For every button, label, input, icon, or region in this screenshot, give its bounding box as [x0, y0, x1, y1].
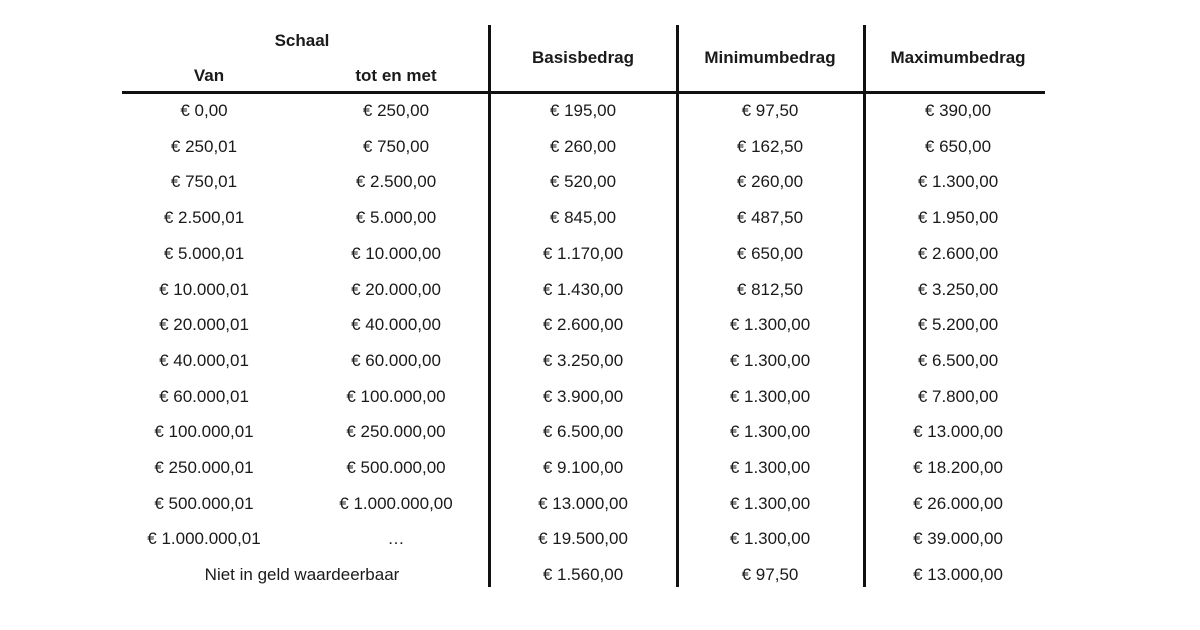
column-divider-1	[488, 25, 491, 587]
cell-basis: € 2.600,00	[542, 315, 624, 334]
cell-tot: € 5.000,00	[355, 208, 437, 227]
header-tot-en-met: tot en met	[355, 66, 437, 85]
cell-basis: € 1.430,00	[542, 280, 624, 299]
header-schaal: Schaal	[274, 31, 330, 50]
cell-tot: € 100.000,00	[346, 387, 446, 406]
cell-tot: € 2.500,00	[355, 172, 437, 191]
cell-tot: …	[387, 529, 405, 548]
cell-tot: € 500.000,00	[346, 458, 446, 477]
cell-min: € 1.300,00	[729, 351, 811, 370]
cell-max: € 3.250,00	[917, 280, 999, 299]
cell-van: € 40.000,01	[159, 351, 249, 370]
cell-basis: € 19.500,00	[538, 529, 628, 548]
cell-min: € 487,50	[736, 208, 804, 227]
cell-basis: € 195,00	[549, 101, 617, 120]
cell-basis: € 3.900,00	[542, 387, 624, 406]
cell-van: € 2.500,01	[163, 208, 245, 227]
header-minimumbedrag: Minimumbedrag	[704, 48, 836, 67]
cell-basis: € 13.000,00	[538, 494, 628, 513]
cell-van: € 60.000,01	[159, 387, 249, 406]
cell-max: € 2.600,00	[917, 244, 999, 263]
last-row-label: Niet in geld waardeerbaar	[204, 565, 400, 584]
header-maximumbedrag: Maximumbedrag	[890, 48, 1026, 67]
cell-van: € 1.000.000,01	[147, 529, 261, 548]
cell-basis: € 3.250,00	[542, 351, 624, 370]
cell-van: € 20.000,01	[159, 315, 249, 334]
cell-tot: € 20.000,00	[351, 280, 441, 299]
cell-max: € 1.950,00	[917, 208, 999, 227]
cell-basis: € 845,00	[549, 208, 617, 227]
cell-max: € 18.200,00	[913, 458, 1003, 477]
cell-basis: € 520,00	[549, 172, 617, 191]
column-divider-2	[676, 25, 679, 587]
cell-min: € 1.300,00	[729, 422, 811, 441]
last-row-max: € 13.000,00	[913, 565, 1003, 584]
cell-tot: € 40.000,00	[351, 315, 441, 334]
cell-tot: € 60.000,00	[351, 351, 441, 370]
cell-max: € 650,00	[924, 137, 992, 156]
cell-tot: € 1.000.000,00	[339, 494, 453, 513]
cell-van: € 5.000,01	[163, 244, 245, 263]
cell-van: € 500.000,01	[154, 494, 254, 513]
cell-basis: € 6.500,00	[542, 422, 624, 441]
cell-max: € 6.500,00	[917, 351, 999, 370]
cell-max: € 13.000,00	[913, 422, 1003, 441]
header-van: Van	[193, 66, 225, 85]
cell-min: € 97,50	[741, 101, 799, 120]
cell-van: € 250,01	[170, 137, 238, 156]
cell-min: € 650,00	[736, 244, 804, 263]
cell-tot: € 750,00	[362, 137, 430, 156]
cell-max: € 26.000,00	[913, 494, 1003, 513]
cell-van: € 100.000,01	[154, 422, 254, 441]
cell-van: € 250.000,01	[154, 458, 254, 477]
cell-min: € 1.300,00	[729, 315, 811, 334]
cell-max: € 1.300,00	[917, 172, 999, 191]
cell-van: € 10.000,01	[159, 280, 249, 299]
cell-van: € 750,01	[170, 172, 238, 191]
cell-tot: € 250,00	[362, 101, 430, 120]
last-row-min: € 97,50	[741, 565, 799, 584]
header-basisbedrag: Basisbedrag	[531, 48, 635, 67]
cell-min: € 1.300,00	[729, 494, 811, 513]
cell-min: € 1.300,00	[729, 529, 811, 548]
cell-basis: € 260,00	[549, 137, 617, 156]
column-divider-3	[863, 25, 866, 587]
cell-tot: € 250.000,00	[346, 422, 446, 441]
header-divider	[122, 91, 1045, 94]
cell-max: € 5.200,00	[917, 315, 999, 334]
cell-min: € 1.300,00	[729, 458, 811, 477]
last-row-basis: € 1.560,00	[542, 565, 624, 584]
cell-min: € 1.300,00	[729, 387, 811, 406]
cell-tot: € 10.000,00	[351, 244, 441, 263]
cell-van: € 0,00	[180, 101, 228, 120]
cell-max: € 39.000,00	[913, 529, 1003, 548]
cell-max: € 7.800,00	[917, 387, 999, 406]
cell-basis: € 9.100,00	[542, 458, 624, 477]
cell-min: € 162,50	[736, 137, 804, 156]
cell-min: € 812,50	[736, 280, 804, 299]
cell-basis: € 1.170,00	[542, 244, 624, 263]
cell-min: € 260,00	[736, 172, 804, 191]
cell-max: € 390,00	[924, 101, 992, 120]
